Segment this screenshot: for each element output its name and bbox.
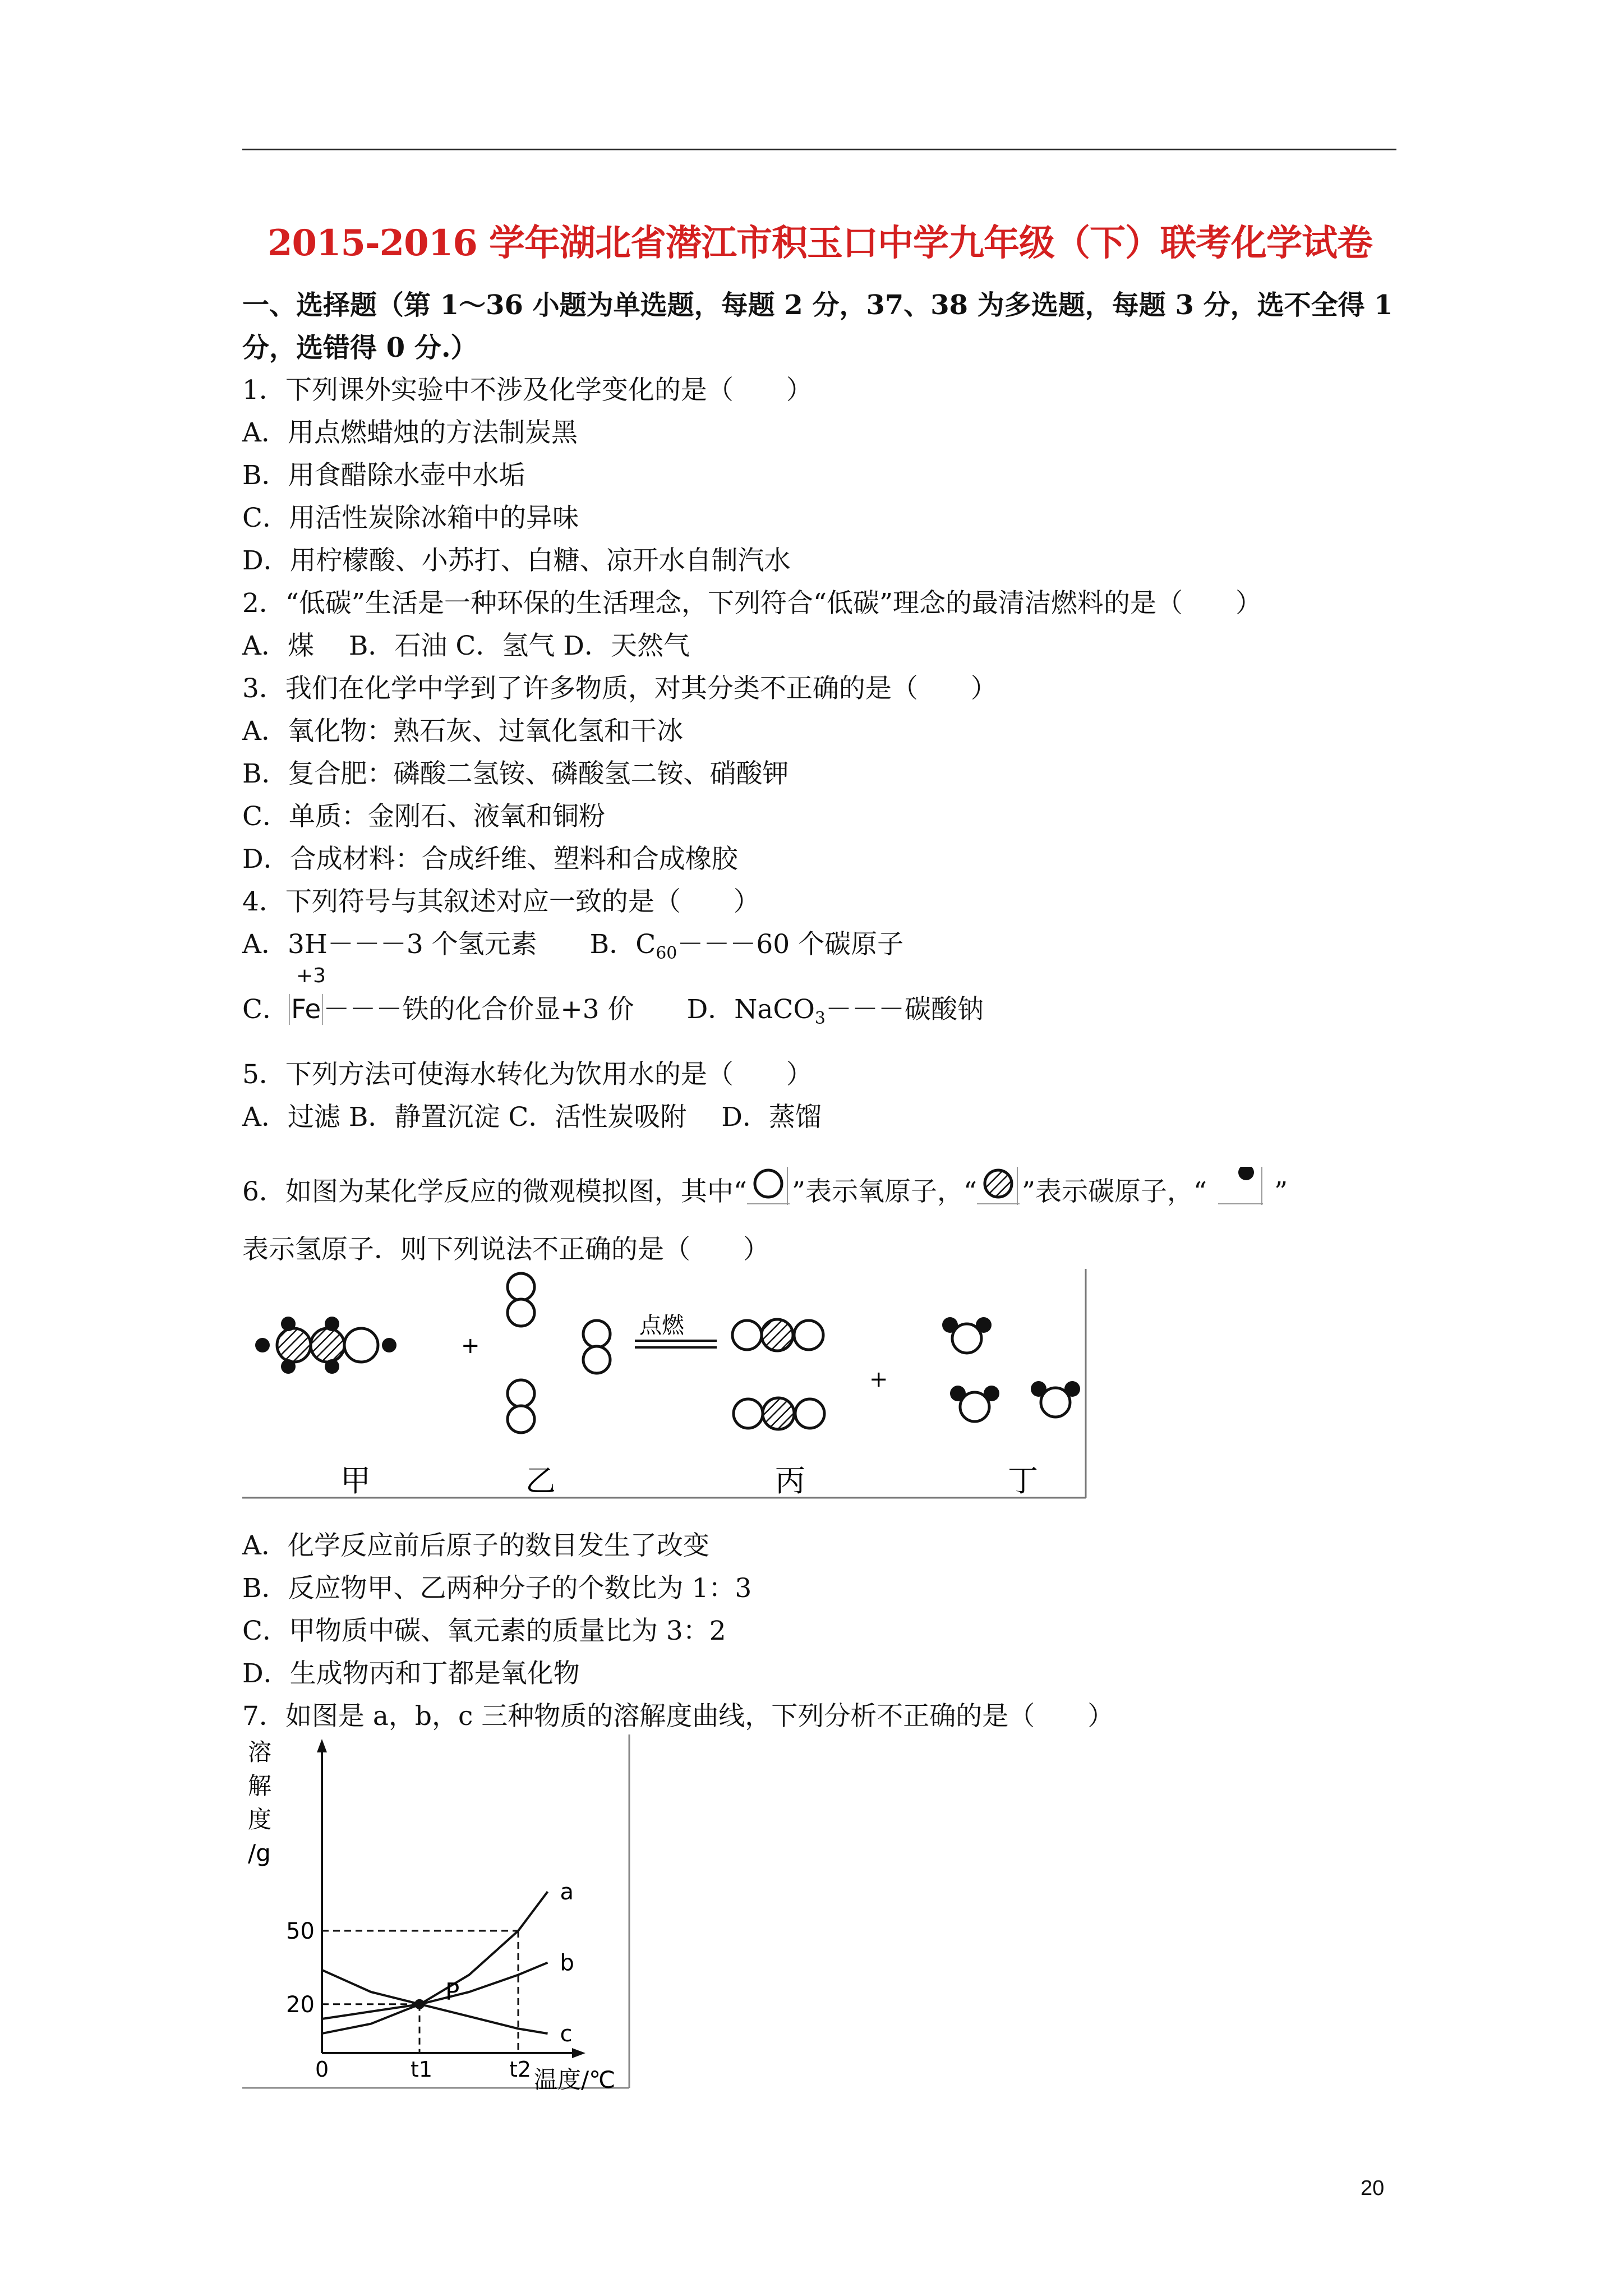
hydrogen-atom (942, 1317, 958, 1333)
q6-stem-1: 6．如图为某化学反应的微观模拟图，其中“ (242, 1176, 747, 1207)
oxygen-atom (795, 1399, 824, 1428)
oxygen-atom (344, 1328, 378, 1362)
molecules-yi (508, 1273, 610, 1433)
hydrogen-atom (281, 1359, 296, 1374)
hydrogen-atom (382, 1338, 396, 1352)
q6-stem (242, 1167, 1288, 1206)
hydrogen-atom (1031, 1381, 1046, 1397)
q4-options-cd (242, 996, 984, 1027)
q5-stem: 5．下列方法可使海水转化为饮用水的是（ ） (242, 1059, 813, 1090)
x-axis-label: 温度/℃ (534, 2066, 616, 2093)
oxygen-atom-legend-icon (747, 1167, 792, 1206)
q7-stem: 7．如图是 a，b，c 三种物质的溶解度曲线，下列分析不正确的是（ ） (242, 1701, 1114, 1732)
carbon-atom (311, 1328, 344, 1362)
point-label-p: P (445, 1977, 460, 2005)
q4-c-post: －－－铁的化合价显+3 价 D．NaCO (323, 994, 815, 1025)
q6-stem-4: ” (1274, 1176, 1288, 1207)
q4-d-post: －－－碳酸钠 (826, 994, 984, 1025)
label-ding: 丁 (1008, 1463, 1038, 1498)
q1-option-b: B．用食醋除水壶中水垢 (242, 460, 525, 491)
curve-a (322, 1892, 548, 2033)
q3-option-c: C．单质：金刚石、液氧和铜粉 (242, 801, 605, 832)
reaction-condition: 点燃 (639, 1313, 684, 1338)
hydrogen-atom-legend-icon (1207, 1167, 1274, 1206)
label-jia: 甲 (340, 1463, 371, 1498)
hydrogen-atom (1238, 1167, 1254, 1180)
q6-stem-3: ”表示碳原子，“ (1022, 1176, 1207, 1207)
q4-stem: 4．下列符号与其叙述对应一致的是（ ） (242, 886, 760, 917)
label-yi: 乙 (525, 1463, 556, 1498)
q3-option-b: B．复合肥：磷酸二氢铵、磷酸氢二铵、硝酸钾 (242, 758, 789, 789)
fe-valence-superscript: +3 (296, 964, 326, 987)
hydrogen-atom (950, 1386, 966, 1401)
q3-option-d: D．合成材料：合成纤维、塑料和合成橡胶 (242, 844, 738, 875)
carbon-atom (762, 1319, 793, 1351)
q1-stem: 1．下列课外实验中不涉及化学变化的是（ ） (242, 375, 813, 406)
oxygen-atom (794, 1320, 823, 1350)
q6-option-d: D．生成物丙和丁都是氧化物 (242, 1658, 580, 1689)
carbon-atom-legend-icon (977, 1167, 1022, 1206)
origin-label: 0 (315, 2057, 329, 2082)
q5-options: A．过滤 B．静置沉淀 C．活性炭吸附 D．蒸馏 (242, 1102, 822, 1133)
svg-text:解: 解 (248, 1772, 272, 1800)
oxygen-atom (508, 1273, 534, 1300)
fe-symbol: Fe (289, 994, 323, 1025)
page-title: 2015-2016 学年湖北省潜江市积玉口中学九年级（下）联考化学试卷 (267, 222, 1373, 264)
molecules-bing (732, 1319, 824, 1429)
plus-sign: + (869, 1366, 888, 1392)
q6-option-a: A．化学反应前后原子的数目发生了改变 (242, 1530, 709, 1561)
hydrogen-atom (1064, 1381, 1080, 1397)
q6-stem-line2: 表示氢原子．则下列说法不正确的是（ ） (242, 1234, 769, 1265)
molecule-jia (255, 1317, 396, 1374)
hydrogen-atom (325, 1359, 339, 1374)
oxygen-atom (583, 1320, 610, 1347)
svg-text:/g: /g (248, 1839, 271, 1867)
intersection-point (414, 1999, 425, 2009)
q3-stem: 3．我们在化学中学到了许多物质，对其分类不正确的是（ ） (242, 673, 997, 704)
page-number: 20 (1361, 2177, 1385, 2200)
q4-d-sub: 3 (814, 1009, 826, 1028)
carbon-atom (763, 1398, 794, 1429)
oxygen-atom (755, 1170, 782, 1197)
label-bing: 丙 (775, 1463, 805, 1498)
hydrogen-atom (325, 1317, 339, 1331)
curve-b (322, 1963, 548, 2019)
q4-a-sub: 60 (656, 944, 677, 963)
q3-option-a: A．氧化物：熟石灰、过氧化氢和干冰 (242, 716, 683, 747)
hydrogen-atom (984, 1386, 999, 1401)
y-tick-label: 50 (286, 1918, 315, 1944)
q4-options-ab (242, 931, 903, 962)
q6-option-b: B．反应物甲、乙两种分子的个数比为 1：3 (242, 1573, 752, 1604)
q4-c-pre: C． (242, 994, 289, 1025)
section-heading-cont: 分，选错得 0 分.） (242, 332, 478, 364)
plus-sign: + (461, 1333, 480, 1359)
series-label-b: b (560, 1950, 574, 1976)
x-tick-label: t2 (509, 2057, 532, 2082)
series-label-a: a (560, 1879, 574, 1906)
svg-text:溶: 溶 (248, 1738, 272, 1766)
carbon-atom (985, 1170, 1012, 1197)
q4-a-pre: A．3H－－－3 个氢元素 B．C (242, 929, 656, 960)
q1-option-c: C．用活性炭除冰箱中的异味 (242, 503, 579, 533)
molecules-ding (942, 1317, 1080, 1421)
svg-text:度: 度 (248, 1806, 272, 1833)
carbon-atom (277, 1328, 311, 1362)
q2-options: A．煤 B．石油 C．氢气 D．天然气 (242, 631, 690, 661)
y-tick-label: 20 (286, 1991, 315, 2018)
q4-a-post: －－－60 个碳原子 (677, 929, 904, 960)
x-axis-arrow (572, 2048, 585, 2058)
header-rule (242, 149, 1396, 150)
hydrogen-atom (976, 1317, 992, 1333)
oxygen-atom (583, 1346, 610, 1373)
oxygen-atom (732, 1320, 762, 1350)
curve-c (322, 1970, 548, 2033)
oxygen-atom (508, 1299, 534, 1326)
hydrogen-atom (255, 1338, 270, 1352)
oxygen-atom (734, 1399, 763, 1428)
oxygen-atom (508, 1406, 534, 1433)
y-axis-label (248, 1738, 271, 1867)
x-tick-label: t1 (411, 2057, 433, 2082)
y-axis-arrow (317, 1739, 327, 1752)
section-heading: 一、选择题（第 1～36 小题为单选题，每题 2 分，37、38 为多选题，每题 3 分，选不全得 1 (242, 289, 1393, 321)
hydrogen-atom (281, 1317, 296, 1331)
solubility-chart (242, 1734, 635, 2093)
reaction-diagram (242, 1269, 1095, 1504)
q1-option-d: D．用柠檬酸、小苏打、白糖、凉开水自制汽水 (242, 545, 791, 576)
q2-stem: 2．“低碳”生活是一种环保的生活理念，下列符合“低碳”理念的最清洁燃料的是（ ） (242, 588, 1262, 619)
q1-option-a: A．用点燃蜡烛的方法制炭黑 (242, 417, 578, 448)
series-label-c: c (560, 2021, 573, 2047)
q6-stem-2: ”表示氧原子，“ (791, 1176, 977, 1207)
plot-area (286, 1879, 574, 2082)
oxygen-atom (508, 1380, 534, 1407)
q6-option-c: C．甲物质中碳、氧元素的质量比为 3：2 (242, 1616, 726, 1646)
